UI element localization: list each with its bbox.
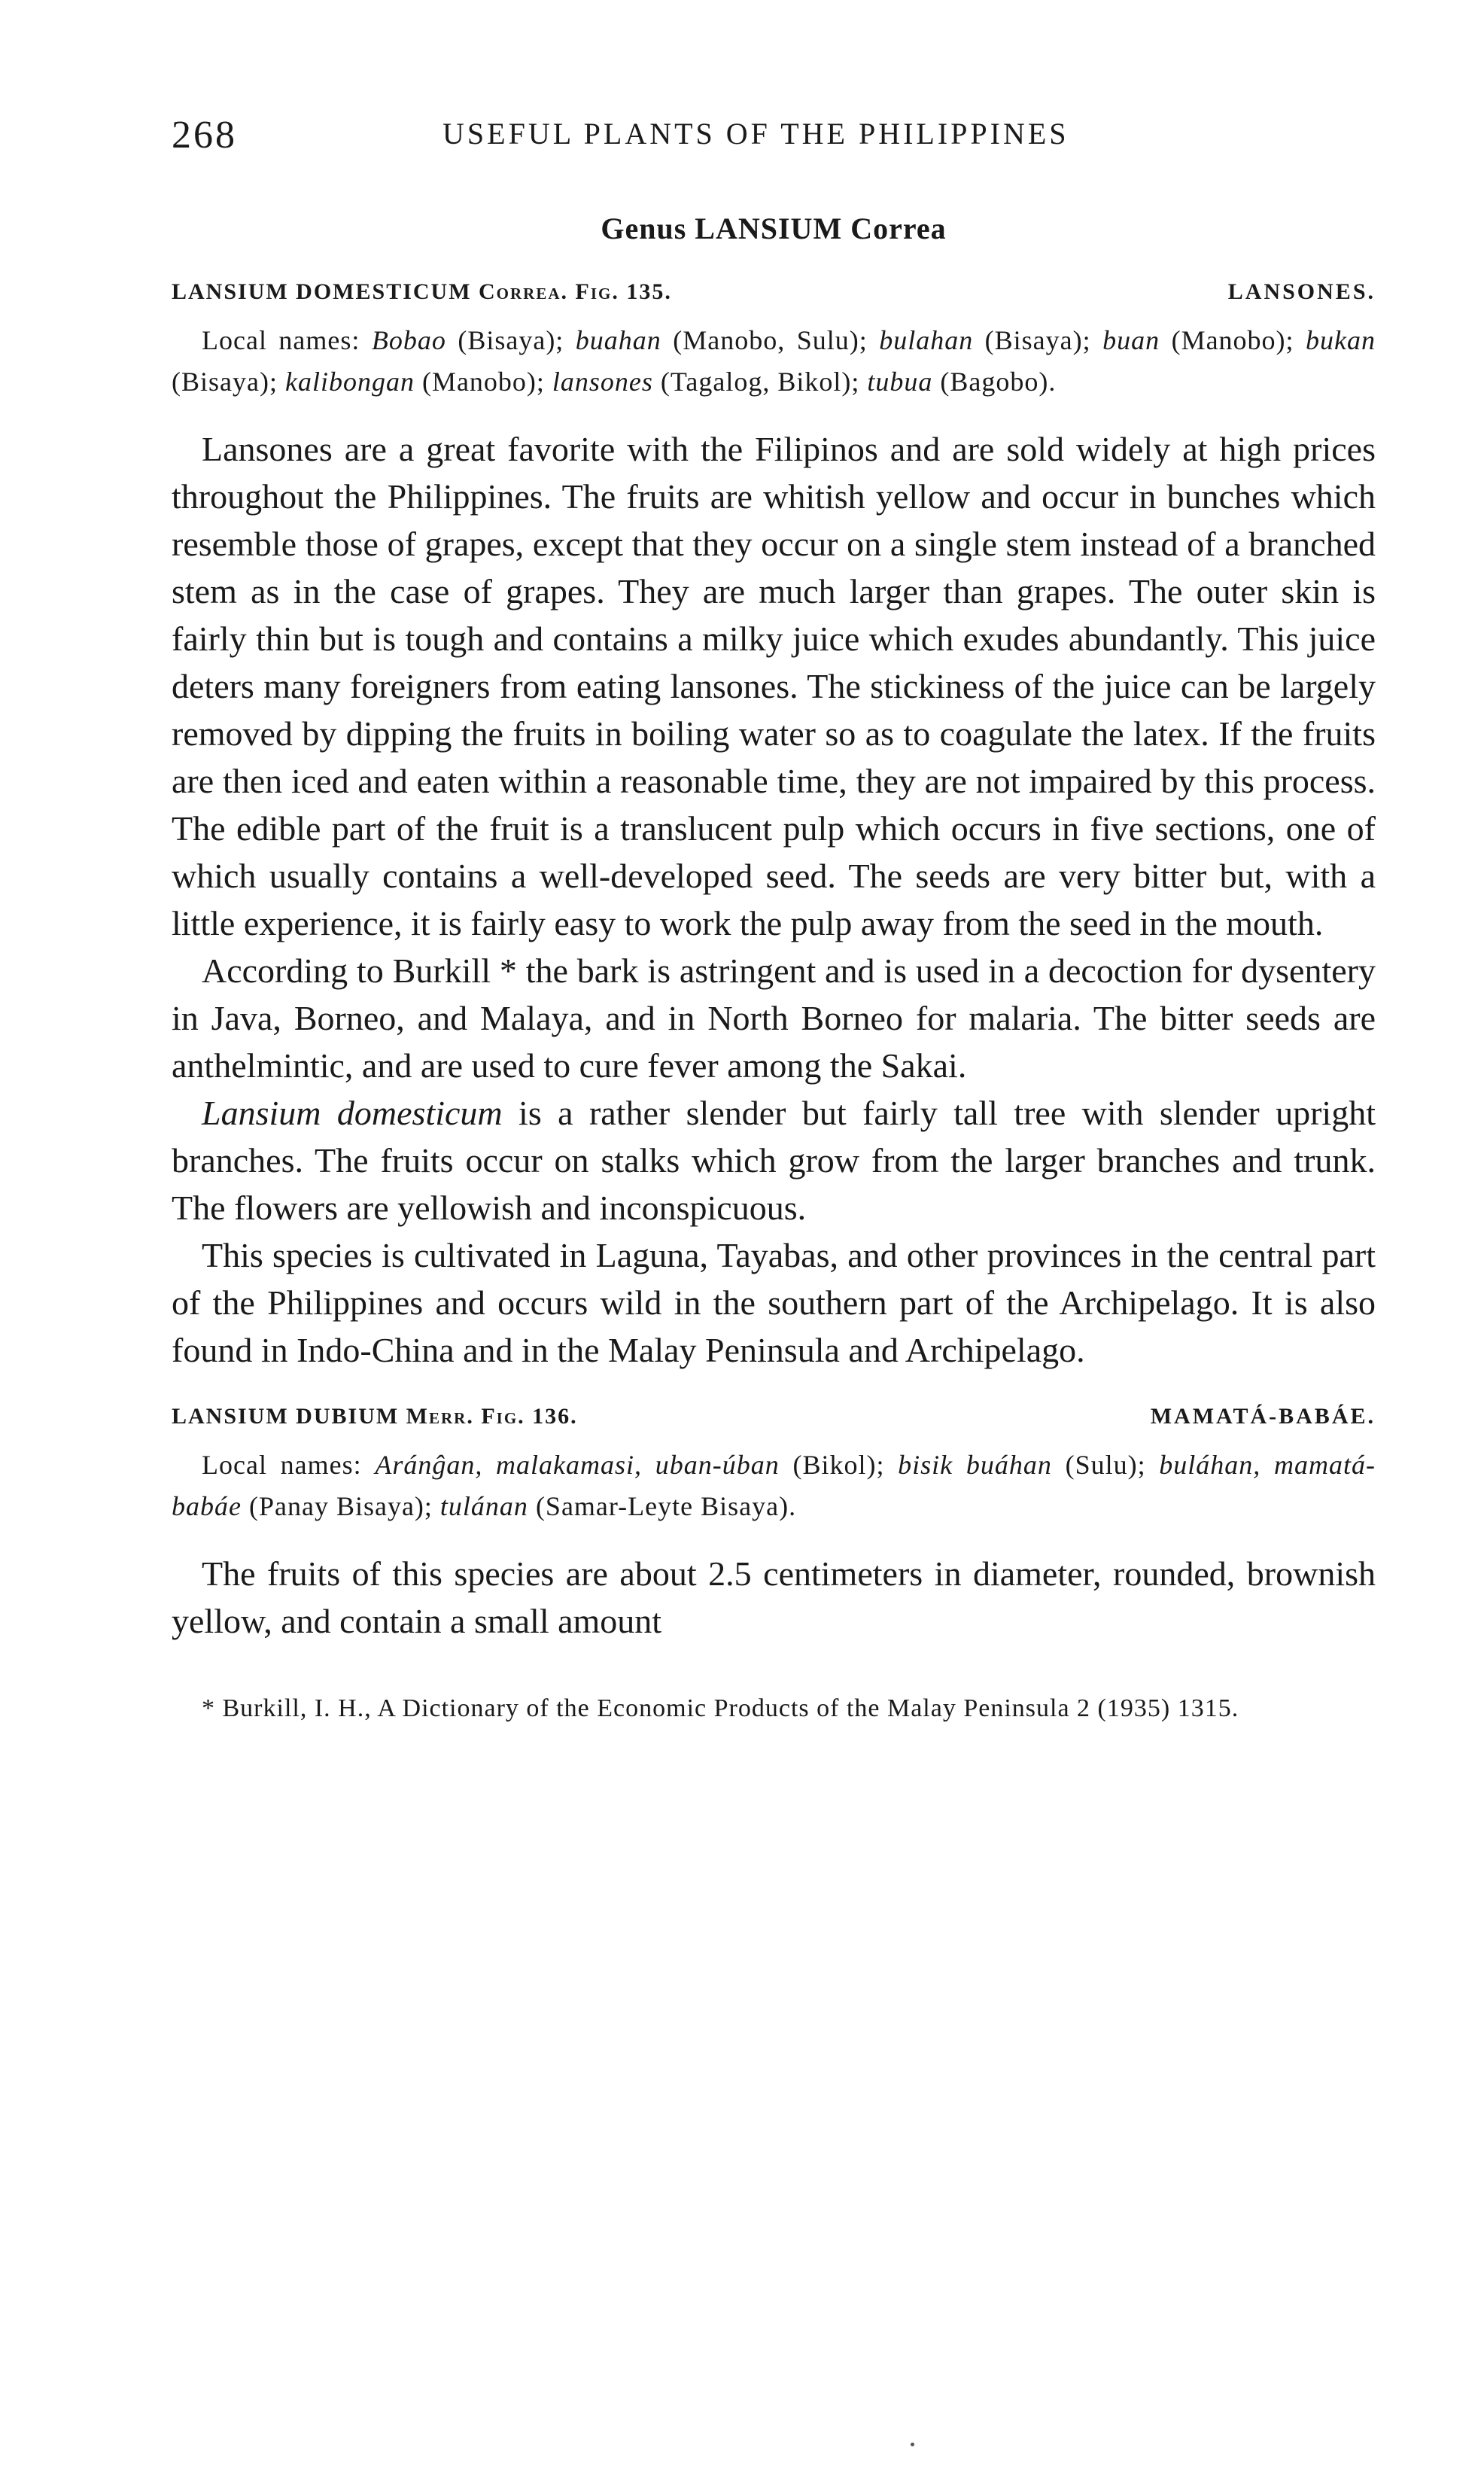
text-run: (Manobo);	[1160, 325, 1306, 355]
text-run: This species is cultivated in Laguna, Tayabas, and other provinces in the central part of the Philippines and occurs wild in the southern part of the Archipelago. It is also found in Indo-China and in the Malay Peninsula and Archipelago.	[172, 1236, 1376, 1369]
book-page	[172, 113, 1376, 1728]
species-common-name: MAMATÁ-BABÁE.	[1150, 1404, 1376, 1429]
footnote: * Burkill, I. H., A Dictionary of the Economic Products of the Malay Peninsula 2 (1935) 1315.	[202, 1694, 1239, 1722]
body-paragraph	[172, 1550, 1376, 1645]
italic-term: buan	[1102, 325, 1160, 355]
text-run: (Bikol);	[779, 1450, 899, 1480]
text-run: (Bagobo).	[932, 367, 1057, 397]
text-run: Local names:	[202, 1450, 376, 1480]
body-paragraph	[172, 425, 1376, 947]
species-common-name: LANSONES.	[1227, 279, 1376, 304]
species-name: LANSIUM DUBIUM Merr. Fig. 136.	[172, 1404, 578, 1429]
italic-term: Lansium domesticum	[202, 1094, 503, 1132]
genus-heading: Genus LANSIUM Correa	[601, 212, 947, 245]
text-run: is a rather slender but fairly tall tree with slender upright branches. The fruits occur on stalks which grow from the larger branches and trunk. The flowers are yellowish and inconspicuous.	[172, 1094, 1376, 1227]
running-head	[172, 113, 1376, 166]
text-run: The fruits of this species are about 2.5 centimeters in diameter, rounded, brownish yellow, and contain a small amount	[172, 1554, 1376, 1640]
page-number: 268	[172, 114, 237, 157]
text-run: (Tagalog, Bikol);	[652, 367, 868, 397]
body-paragraph	[172, 1089, 1376, 1231]
page-speck	[911, 2443, 914, 2446]
text-run: (Sulu);	[1051, 1450, 1160, 1480]
text-run: Lansones are a great favorite with the Filipinos and are sold widely at high prices throughout the Philippines. The fruits are whitish yellow and occur in bunches which resemble those of grapes, except that they occur on a single stem instead of a branched stem as in the case of grapes. They are much larger than grapes. The outer skin is fairly thin but is tough and contains a milky juice which exudes abundantly. This juice deters many foreigners from eating lansones. The stickiness of the juice can be largely removed by dipping the fruits in boiling water so as to coagulate the latex. If the fruits are then iced and eaten within a reasonable time, they are not impaired by this process. The edible part of the fruit is a translucent pulp which occurs in five sections, one of which usually contains a well-developed seed. The seeds are very bitter but, with a little experience, it is fairly easy to work the pulp away from the seed in the mouth.	[172, 430, 1376, 942]
text-run: (Manobo, Sulu);	[661, 325, 880, 355]
running-title: USEFUL PLANTS OF THE PHILIPPINES	[442, 117, 1069, 151]
text-run: (Panay Bisaya);	[241, 1491, 440, 1521]
text-run: (Bisaya);	[973, 325, 1103, 355]
local-names	[172, 1444, 1376, 1527]
italic-term: bulahan	[879, 325, 974, 355]
italic-term: Aránĝan, malakamasi, uban-úban	[375, 1450, 780, 1480]
body-paragraph	[172, 1231, 1376, 1374]
italic-term: lansones	[552, 367, 653, 397]
body-paragraph	[172, 947, 1376, 1089]
species-entry-lansium-domesticum	[172, 279, 1376, 305]
text-run: (Bisaya);	[446, 325, 576, 355]
species-entry-lansium-dubium	[172, 1404, 1376, 1429]
italic-term: Bobao	[371, 325, 446, 355]
text-run: Local names:	[202, 325, 372, 355]
text-run: According to Burkill * the bark is astringent and is used in a decoction for dysentery in Java, Borneo, and Malaya, and in North Borneo for malaria. The bitter seeds are anthelmintic, and are used to cure fever among the Sakai.	[172, 951, 1376, 1085]
italic-term: tubua	[867, 367, 933, 397]
text-run: (Samar-Leyte Bisaya).	[528, 1491, 797, 1521]
italic-term: kalibongan	[284, 367, 415, 397]
text-run: (Bisaya);	[172, 367, 285, 397]
text-run: (Manobo);	[414, 367, 552, 397]
local-names	[172, 320, 1376, 403]
species-name: LANSIUM DOMESTICUM Correa. Fig. 135.	[172, 279, 672, 304]
italic-term: tulánan	[439, 1491, 528, 1521]
italic-term: bisik buáhan	[898, 1450, 1052, 1480]
italic-term: buahan	[575, 325, 661, 355]
italic-term: buláhan, mamatá-babáe	[172, 1450, 1376, 1521]
italic-term: bukan	[1306, 325, 1376, 355]
